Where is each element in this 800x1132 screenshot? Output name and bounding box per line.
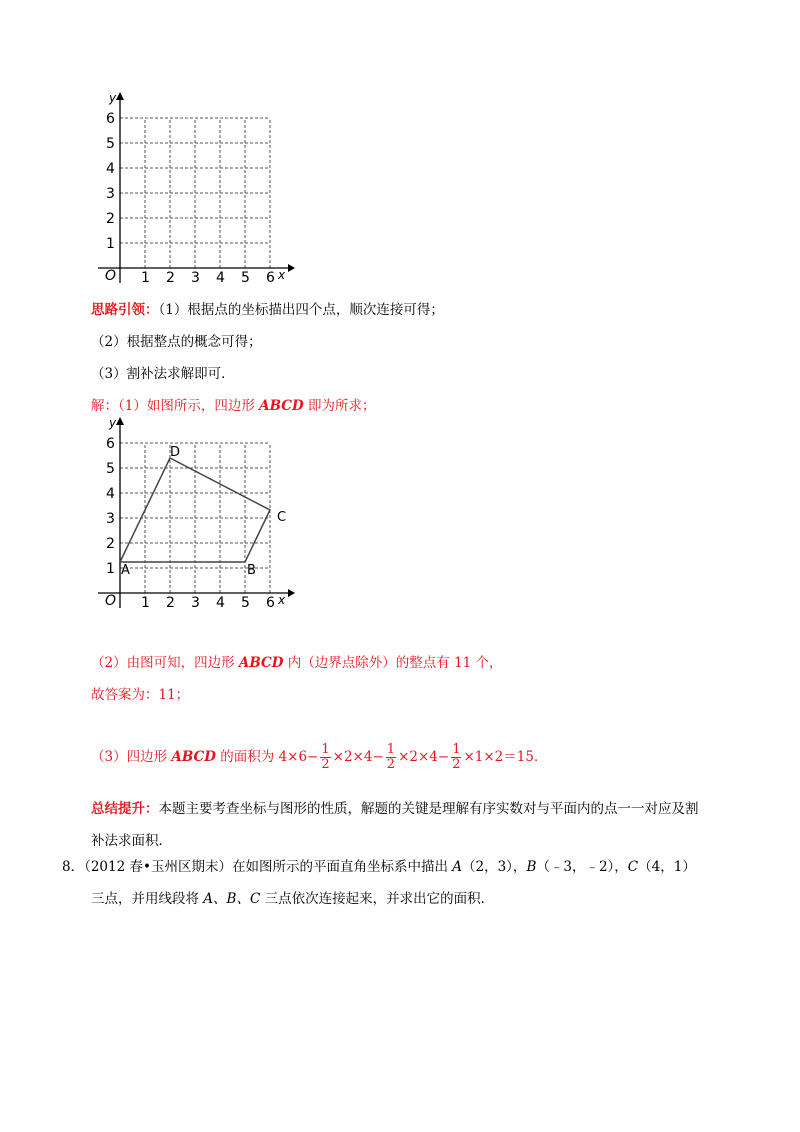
y-tick-label: 3 — [106, 511, 115, 527]
part2-pre: （2）由图可知，四边形 — [91, 655, 239, 671]
fraction-half-1: $\frac{1}{2}$ — [321, 742, 330, 772]
solution-pre: 解：（1）如图所示，四边形 — [91, 398, 260, 414]
hint-line2: （2）根据整点的概念可得； — [91, 334, 262, 350]
point-b-coord: （﹣3，﹣2）， — [536, 859, 628, 875]
x-tick-label: 1 — [141, 595, 150, 611]
summary-line1 — [91, 797, 699, 817]
hint-label: 思路引领： — [91, 302, 159, 318]
part3-shape: ABCD — [171, 749, 216, 765]
hint-line1 — [91, 298, 444, 318]
x-axis-label: x — [278, 268, 286, 282]
point-b: B — [526, 859, 537, 875]
part2-line — [91, 651, 503, 671]
point-a: A — [452, 859, 462, 875]
part2-shape: ABCD — [238, 655, 284, 671]
point-d-label: D — [170, 445, 181, 460]
part3-line — [91, 740, 547, 774]
part2-answer: 故答案为：11； — [91, 687, 190, 703]
x-tick-label: 4 — [216, 270, 225, 286]
part3-term1: ×2×4− — [332, 749, 384, 765]
problem8-line1 — [62, 855, 696, 875]
solution-shape: ABCD — [259, 398, 304, 414]
y-tick-label: 2 — [106, 211, 115, 227]
x-tick-label: 6 — [266, 270, 275, 286]
empty-coordinate-grid — [90, 88, 300, 288]
fraction-half-3: $\frac{1}{2}$ — [452, 742, 461, 772]
point-c: C — [627, 859, 639, 875]
y-axis-label: y — [109, 416, 117, 430]
x-tick-label: 4 — [216, 595, 225, 611]
x-tick-label: 3 — [191, 270, 200, 286]
part3-term2: ×2×4− — [398, 749, 450, 765]
quadrilateral-graph — [90, 413, 300, 613]
y-tick-label: 4 — [106, 161, 115, 177]
part3-term3: ×1×2＝15． — [463, 749, 548, 765]
x-tick-label: 2 — [166, 595, 175, 611]
part3-pre: （3）四边形 — [91, 749, 172, 765]
summary-text1: 本题主要考查坐标与图形的性质，解题的关键是理解有序实数对与平面内的点一一对应及割 — [158, 801, 699, 817]
y-tick-label: 3 — [106, 186, 115, 202]
point-a-coord: （2，3）， — [462, 859, 527, 875]
problem8-pre: （2012 春•玉州区期末）在如图所示的平面直角坐标系中描出 — [84, 859, 453, 875]
part2-post: 内（边界点除外）的整点有 11 个， — [283, 655, 503, 671]
x-tick-label: 6 — [266, 595, 275, 611]
y-tick-label: 1 — [106, 561, 115, 577]
solution-post: 即为所求； — [303, 398, 376, 414]
point-b-label: B — [247, 563, 256, 578]
y-tick-label: 4 — [106, 486, 115, 502]
x-tick-label: 5 — [241, 270, 250, 286]
y-tick-label: 1 — [106, 236, 115, 252]
summary-line2: 补法求面积． — [91, 833, 172, 849]
y-tick-label: 5 — [106, 136, 115, 152]
x-tick-label: 1 — [141, 270, 150, 286]
part3-mid: 的面积为 4×6− — [215, 749, 319, 765]
problem8-points: A、B、C — [203, 891, 261, 907]
y-tick-label: 6 — [106, 436, 115, 452]
point-c-coord: （4，1） — [638, 859, 696, 875]
hint-line3: （3）割补法求解即可． — [91, 366, 235, 382]
x-tick-label: 3 — [191, 595, 200, 611]
summary-label: 总结提升： — [91, 801, 159, 817]
point-a-label: A — [121, 563, 130, 578]
origin-label: O — [105, 268, 117, 284]
problem8-line2-post: 三点依次连接起来，并求出它的面积． — [260, 891, 495, 907]
problem8-line2-pre: 三点，并用线段将 — [91, 891, 204, 907]
point-c-label: C — [277, 510, 287, 525]
x-tick-label: 2 — [166, 270, 175, 286]
x-axis-label: x — [278, 593, 286, 607]
problem8-line2 — [91, 887, 494, 907]
x-tick-label: 5 — [241, 595, 250, 611]
fraction-half-2: $\frac{1}{2}$ — [386, 742, 396, 772]
hint-text1: （1）根据点的坐标描出四个点，顺次连接可得； — [158, 302, 444, 318]
problem-number: 8． — [62, 859, 85, 875]
y-axis-label: y — [109, 91, 117, 105]
y-tick-label: 5 — [106, 461, 115, 477]
solution-line1 — [91, 394, 376, 414]
y-tick-label: 2 — [106, 536, 115, 552]
origin-label: O — [105, 593, 117, 609]
y-tick-label: 6 — [106, 111, 115, 127]
